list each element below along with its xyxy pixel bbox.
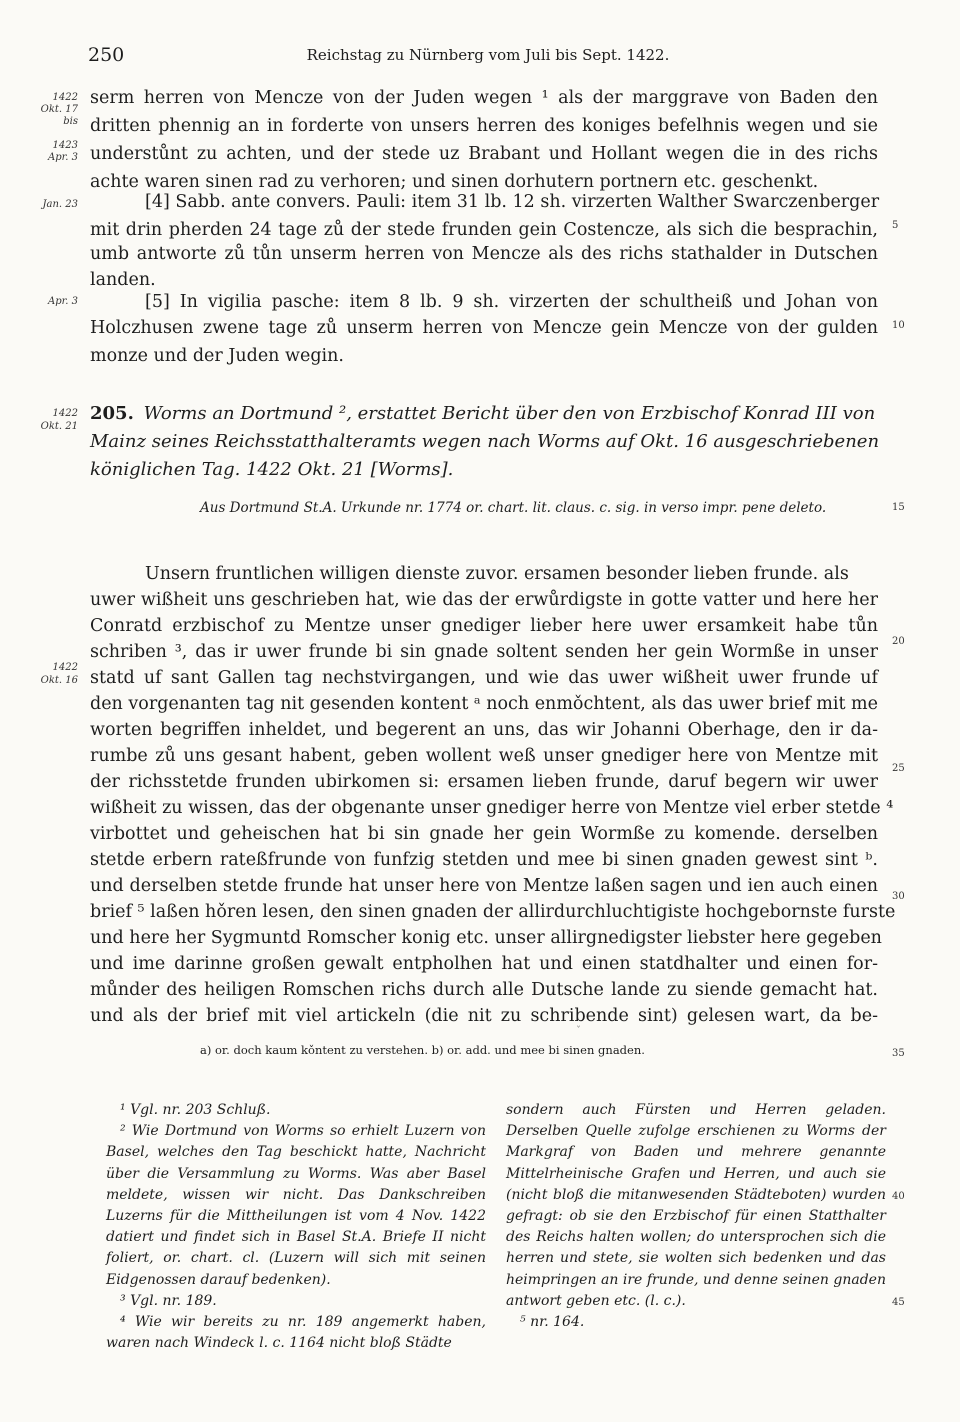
text-line: [4] Sabb. ante convers. Pauli: item 31 lb. 12 sh. virzerten Walther Swarczenberger: [145, 192, 880, 212]
text-line: monze und der Juden wegin.: [90, 346, 344, 366]
footnote: ³ Vgl. nr. 189.: [120, 1292, 217, 1309]
margin-date: Apr. 3: [47, 152, 78, 163]
letter-line: statd uf sant Gallen tag nechstvirgangen, und wie das uwer wißheit uwer frunde uf: [90, 668, 878, 688]
line-number: 30: [892, 891, 905, 902]
letter-line: und derselben stetde frunde hat unser here von Mentze laßen sagen und ien auch einen: [90, 876, 878, 896]
margin-date: Okt. 17: [40, 104, 78, 115]
footnotes-right-column: [506, 1100, 886, 1333]
text-line: [5] In vigilia pasche: item 8 lb. 9 sh. virzerten der schultheiß und Johan von: [145, 292, 878, 312]
running-head: Reichstag zu Nürnberg vom Juli bis Sept. 1422.: [306, 46, 670, 64]
line-number: 25: [892, 763, 905, 774]
letter-line: rumbe zů uns gesant habent, geben wollent weß unser gnediger here von Mentze mit: [90, 746, 878, 766]
footnote: ² Wie Dortmund von Worms so erhielt Luzern von Basel, welches den Tag beschickt hatte, Nachricht über die Versammlung zu Worms. Was aber Basel meldete, wissen wir nicht. Das Dankschreiben Luzerns für die Mittheilungen ist vom 4 Nov. 1422 datiert und findet sich in Basel St.A. Briefe II nicht foliert, or. chart. cl. (Luzern will sich mit seinen Eidgenossen darauf bedenken).: [106, 1123, 486, 1288]
text-line: umb antworte zů tůn unserm herren von Mencze als des richs stathalder in Dutschen: [90, 244, 878, 264]
letter-line: und als der brief mit viel artickeln (die nit zu schribende sint) gelesen wart, da be-: [90, 1006, 878, 1026]
line-number: 40: [892, 1191, 905, 1202]
source-note: Aus Dortmund St.A. Urkunde nr. 1774 or. chart. lit. claus. c. sig. in verso impr. pene deleto.: [200, 500, 827, 516]
line-number: 10: [892, 320, 905, 331]
letter-line: worten begriffen inheldet, und begerent an uns, das wir Johanni Oberhage, den ir da-: [90, 720, 878, 740]
letter-line: můnder des heiligen Romschen richs durch alle Dutsche lande zu siende gemacht hat.: [90, 980, 878, 1000]
letter-line: uwer wißheit uns geschrieben hat, wie das der erwůrdigste in gotte vatter und here her: [90, 590, 878, 610]
letter-line: und here her Sygmuntd Romscher konig etc. unser allirgnedigster liebster here gegeben: [90, 928, 882, 948]
letter-line: wißheit zu wissen, das der obgenante unser gnediger herre von Mentze viel erber stetde ⁴: [90, 798, 894, 818]
document-number: 205.: [90, 403, 134, 424]
letter-line: schriben ³, das ir uwer frunde bi sin gnade soltent senden her gein Wormße in unser: [90, 642, 878, 662]
margin-date: Jan. 23: [42, 199, 78, 210]
page-header: [88, 44, 888, 74]
margin-date: 1422: [52, 408, 78, 419]
footnote: ⁵ nr. 164.: [520, 1314, 585, 1331]
margin-date: bis: [63, 116, 78, 127]
text-line: serm herren von Mencze von der Juden wegen ¹ als der marggrave von Baden den: [90, 88, 878, 108]
line-number: 15: [892, 502, 905, 513]
margin-date: 1423: [52, 140, 78, 151]
text-line: landen.: [90, 270, 156, 290]
letter-line: Conratd erzbischof zu Mentze unser gnediger lieber here uwer ersamkeit habe tůn: [90, 616, 878, 636]
margin-date: Okt. 21: [40, 421, 78, 432]
footnotes-left-column: [106, 1100, 486, 1354]
line-number: 35: [892, 1048, 905, 1059]
text-line: Holczhusen zwene tage zů unserm herren von Mencze gein Mencze von der gulden: [90, 318, 878, 338]
ink-mark: ˇ: [576, 1026, 581, 1037]
text-line: achte waren sinen rad zu verhoren; und sinen dorhutern portnern etc. geschenkt.: [90, 172, 819, 192]
letter-line: Unsern fruntlichen willigen dienste zuvor. ersamen besonder lieben frunde. als: [145, 564, 849, 584]
page-number: 250: [88, 44, 125, 66]
letter-line: stetde erbern rateßfrunde von funfzig stetden und mee bi sinen gnaden gewest sint ᵇ.: [90, 850, 878, 870]
line-number: 20: [892, 636, 905, 647]
footnote: ¹ Vgl. nr. 203 Schluß.: [120, 1102, 271, 1118]
text-line: understůnt zu achten, und der stede uz Brabant und Hollant wegen die in des richs: [90, 144, 878, 164]
letter-line: und ime darinne großen gewalt entpholhen hat und einen statdhalter und einen for-: [90, 954, 878, 974]
critical-apparatus: a) or. doch kaum kǒntent zu verstehen. b) or. add. und mee bi sinen gnaden.: [200, 1043, 645, 1057]
margin-date: 1422: [52, 662, 78, 673]
document-heading: [90, 400, 882, 484]
letter-line: brief ⁵ laßen hǒren lesen, den sinen gnaden der allirdurchluchtigiste hochgebornste furste: [90, 902, 896, 922]
text-line: mit drin pherden 24 tage zů der stede frunden gein Costencze, als sich die besprachin,: [90, 220, 878, 240]
margin-date: 1422: [52, 92, 78, 103]
line-number: 5: [892, 220, 899, 231]
margin-date: Apr. 3: [47, 296, 78, 307]
text-line: dritten phennig an in forderte von unsers herren des koniges befelhnis wegen und sie: [90, 116, 878, 136]
line-number: 45: [892, 1297, 905, 1308]
margin-date: Okt. 16: [40, 675, 78, 686]
footnote-continuation: sondern auch Fürsten und Herren geladen. Derselben Quelle zufolge erschienen zu Worms der Markgraf von Baden und mehrere genannte Mittelrheinische Grafen und Herren, und auch sie (nicht bloß die mitanwesenden Städteboten) wurden gefragt: ob sie den Erzbischof für einen Statthalter des Reichs halten wollen; do untersprochen sich die herren und stete, sie wolten sich bedenken und das heimpringen an ire frunde, und denne seinen gnaden antwort geben etc. (l. c.).: [506, 1102, 886, 1309]
letter-line: der richsstetde frunden ubirkomen si: ersamen lieben frunde, daruf begern wir uwer: [90, 772, 878, 792]
footnote: ⁴ Wie wir bereits zu nr. 189 angemerkt haben, waren nach Windeck l. c. 1164 nicht bloß Städte: [106, 1314, 486, 1352]
letter-line: den vorgenanten tag nit gesenden kontent ᵃ noch enmǒchtent, als das uwer brief mit me: [90, 694, 878, 714]
document-title: Worms an Dortmund ², erstattet Bericht über den von Erzbischof Konrad III von Mainz seines Reichsstatthalteramts wegen nach Worms auf Okt. 16 ausgeschriebenen königlichen Tag. 1422 Okt. 21 [Worms].: [90, 403, 880, 480]
letter-line: virbottet und geheischen hat bi sin gnade her gein Wormße zu komende. derselben: [90, 824, 878, 844]
